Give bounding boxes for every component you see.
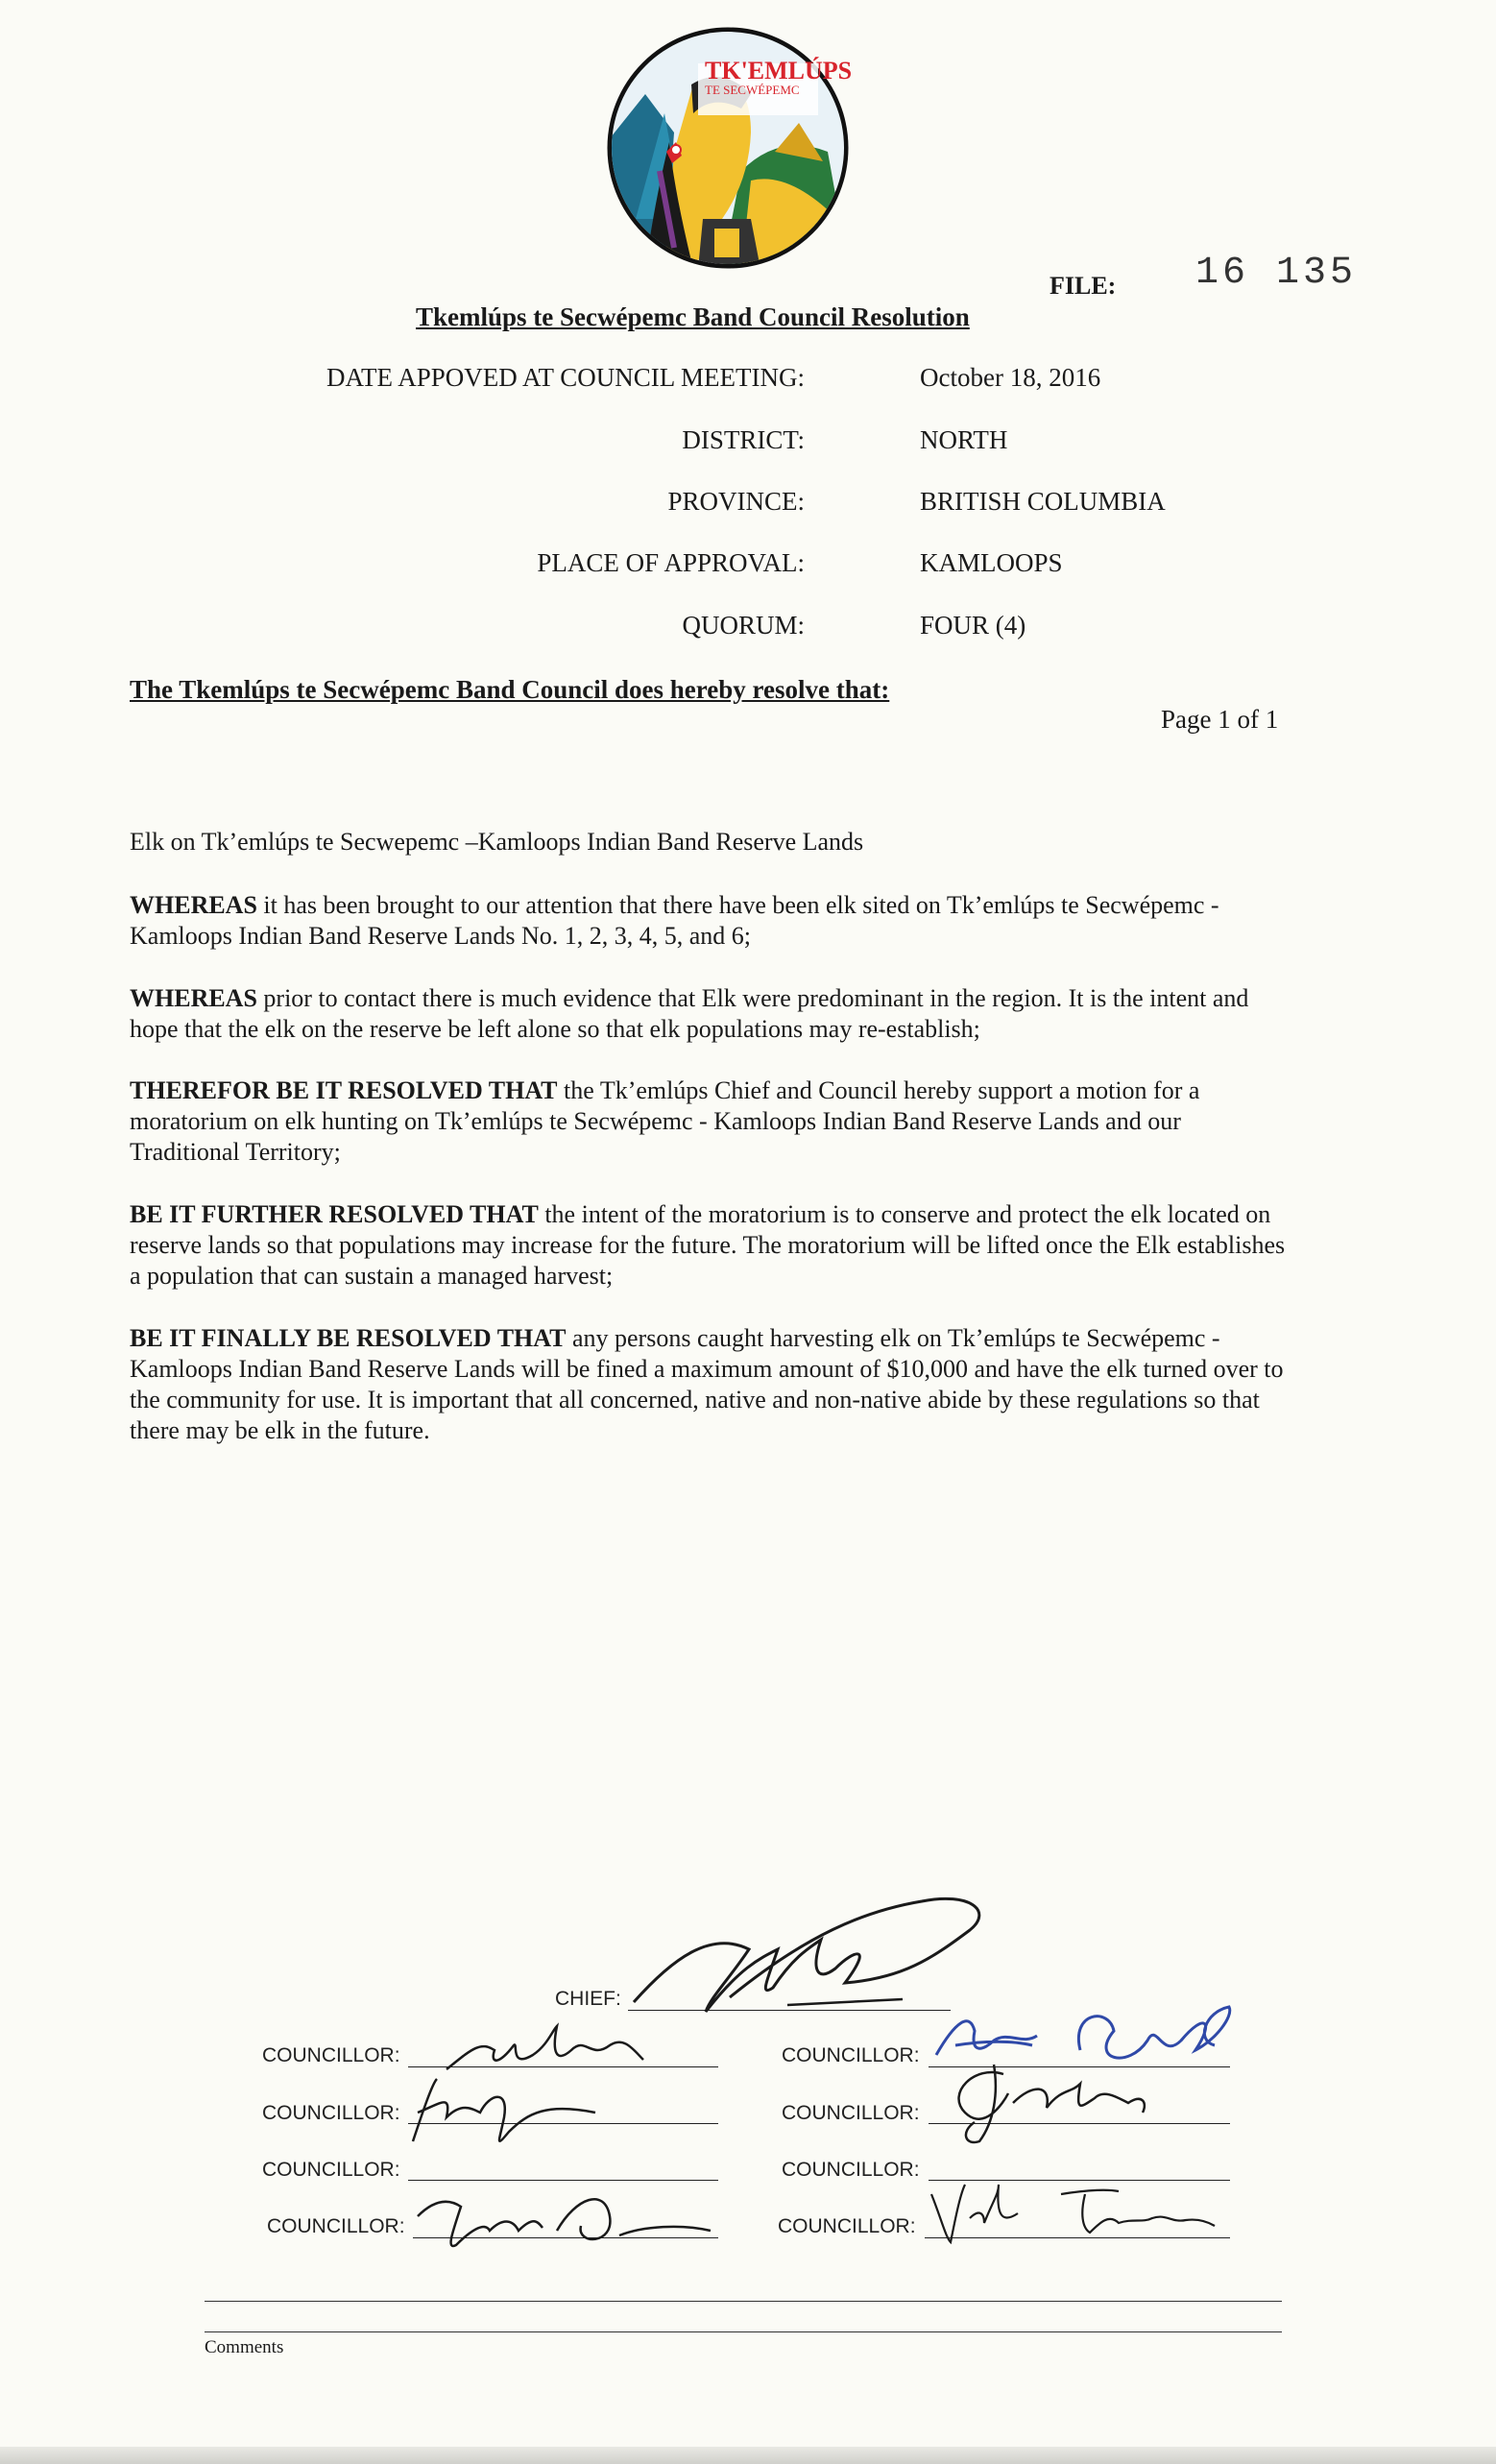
province-label: PROVINCE: [667,487,805,516]
councillor-label-left-1: COUNCILLOR: [262,2044,400,2066]
scan-bottom-edge [0,2447,1496,2464]
councillor-signature-left-1 [442,2021,691,2079]
place-of-approval-label: PLACE OF APPROVAL: [537,548,805,577]
paragraph-lead: BE IT FINALLY BE RESOLVED THAT [130,1324,567,1352]
paragraph-text: the Tk’emlúps Chief and Council hereby support a motion for a moratorium on elk hunting on Tk’emlúps te Secwépemc - Kamloops Indian Band Reserve Lands and our Traditional Territory; [130,1076,1200,1166]
councillor-label-left-2: COUNCILLOR: [262,2102,400,2124]
province-value: BRITISH COLUMBIA [920,487,1166,516]
councillor-label-right-1: COUNCILLOR: [782,2044,920,2066]
councillor-label-right-4: COUNCILLOR: [778,2215,916,2237]
district-value: NORTH [920,425,1008,454]
logo-text-line1: TK'EMLÚPS [705,57,853,85]
quorum-label: QUORUM: [682,611,805,640]
paragraph-lead: WHEREAS [130,891,257,919]
page-info: Page 1 of 1 [1161,705,1279,734]
logo-text-line2: TE SECWÉPEMC [705,83,800,97]
paragraph-therefor [130,1075,1296,1168]
councillor-signature-right-2 [936,2055,1167,2151]
paragraph-finally [130,1323,1296,1446]
paragraph-lead: THEREFOR BE IT RESOLVED THAT [130,1076,558,1104]
district-label: DISTRICT: [682,425,805,454]
resolution-subject: Elk on Tk’emlúps te Secwepemc –Kamloops Indian Band Reserve Lands [130,828,864,856]
chief-label: CHIEF: [555,1988,621,2010]
paragraph-text: the intent of the moratorium is to conserve and protect the elk located on reserve lands so that populations may increase for the future. The moratorium will be lifted once the Elk establishes a population that can sustain a managed harvest; [130,1200,1286,1290]
document-title: Tkemlúps te Secwépemc Band Council Resolution [416,302,970,331]
logo-text [705,57,853,98]
comments-label: Comments [205,2337,284,2357]
date-approved-value: October 18, 2016 [920,363,1101,392]
councillor-label-left-3: COUNCILLOR: [262,2159,400,2181]
paragraph-text: any persons caught harvesting elk on Tk’emlúps te Secwépemc - Kamloops Indian Band Reserve Lands will be fined a maximum amount of $10,000 and have the elk turned over to the community for use. It is important that all concerned, native and non-native abide by these regulations so that there may be elk in the future. [130,1324,1284,1444]
paragraph-further [130,1199,1296,1292]
resolve-heading: The Tkemlúps te Secwépemc Band Council does hereby resolve that: [130,675,890,704]
councillor-signature-right-4 [927,2180,1234,2247]
comments-line-1 [205,2301,1282,2302]
file-label: FILE: [1050,272,1117,300]
date-approved-label: DATE APPOVED AT COUNCIL MEETING: [326,363,805,392]
place-of-approval-value: KAMLOOPS [920,548,1063,577]
councillor-label-right-2: COUNCILLOR: [782,2102,920,2124]
councillor-signature-left-4 [413,2178,720,2255]
paragraph-lead: WHEREAS [130,984,257,1012]
file-number: 16 135 [1195,252,1358,295]
paragraph-text: it has been brought to our attention that there have been elk sited on Tk’emlúps te Secwépemc - Kamloops Indian Band Reserve Lands No. 1, 2, 3, 4, 5, and 6; [130,891,1219,950]
paragraph-lead: BE IT FURTHER RESOLVED THAT [130,1200,539,1228]
councillor-label-left-4: COUNCILLOR: [267,2215,405,2237]
paragraph-whereas-1 [130,890,1296,952]
councillor-label-right-3: COUNCILLOR: [782,2159,920,2181]
paragraph-whereas-2 [130,983,1296,1045]
comments-line-2 [205,2331,1282,2332]
paragraph-text: prior to contact there is much evidence that Elk were predominant in the region. It is the intent and hope that the elk on the reserve be left alone so that elk populations may re-establish; [130,984,1249,1043]
quorum-value: FOUR (4) [920,611,1026,640]
councillor-signature-left-2 [403,2074,615,2151]
